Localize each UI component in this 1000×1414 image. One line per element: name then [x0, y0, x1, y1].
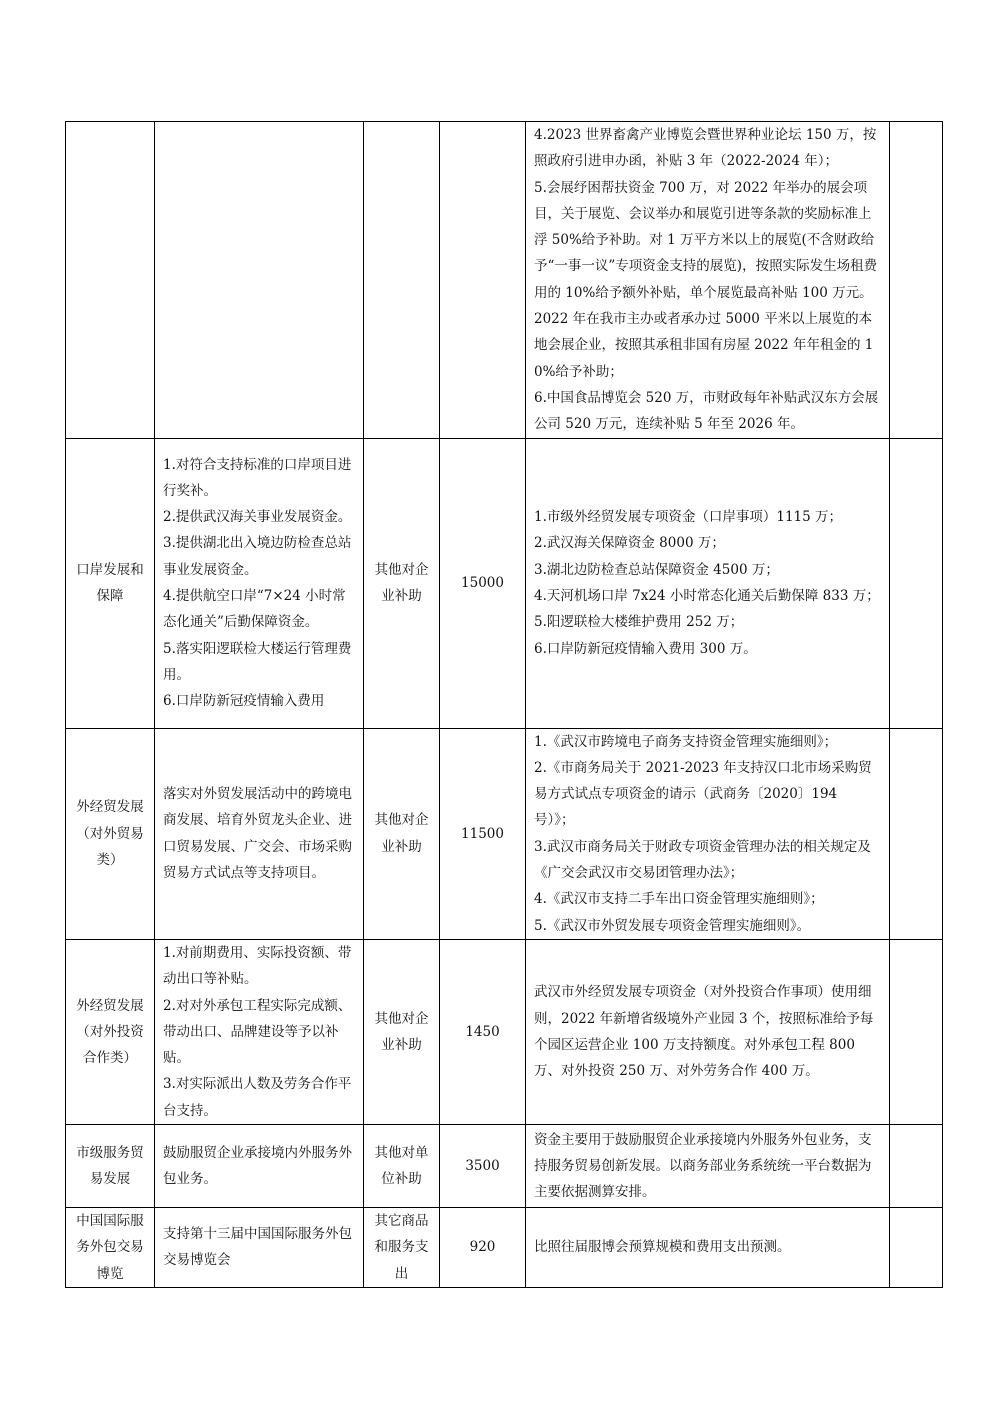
basis-item: 4.天河机场口岸 7x24 小时常态化通关后勤保障 833 万；	[534, 588, 880, 605]
remark-cell	[890, 939, 943, 1124]
content-item: 鼓励服贸企业承接境内外服务外包业务。	[163, 1144, 352, 1188]
basis-item: 3.湖北边防检查总站保障资金 4500 万；	[534, 561, 779, 578]
content-item: 1.对符合支持标准的口岸项目进行奖补。	[163, 456, 352, 499]
expense-type-cell: 其他对企业补助	[364, 438, 440, 728]
project-name-cell: 中国国际服务外包交易博览	[66, 1208, 155, 1288]
content-item: 支持第十三届中国国际服务外包交易博览会	[163, 1226, 352, 1269]
basis-item: 2.《市商务局关于 2021-2023 年支持汉口北市场采购贸易方式试点专项资金的请示（武商务〔2020〕194 号）》；	[534, 759, 872, 829]
basis-item: 1.《武汉市跨境电子商务支持资金管理实施细则》；	[534, 733, 838, 750]
basis-item: 资金主要用于鼓励服贸企业承接境内外服务外包业务，支持服务贸易创新发展。以商务部业务系统统一平台数据为主要依据测算安排。	[534, 1131, 872, 1201]
expense-type-cell: 其他对单位补助	[364, 1125, 440, 1208]
amount-cell: 3500	[440, 1125, 526, 1208]
basis-item: 5.阳逻联检大楼维护费用 252 万；	[534, 614, 744, 631]
basis-item: 武汉市外经贸发展专项资金（对外投资合作事项）使用细则，2022 年新增省级境外产业园 3 个，按照标准给予每个园区运营企业 100 万支持额度。对外承包工程 800 万、对外投资 250 万、对外劳务合作 400 万。	[534, 984, 874, 1080]
basis-item: 比照往届服博会预算规模和费用支出预测。	[534, 1239, 791, 1256]
remark-cell	[890, 438, 943, 728]
basis-item: 2.武汉海关保障资金 8000 万；	[534, 535, 725, 552]
table-row-service-trade	[66, 1125, 943, 1208]
basis-cell	[526, 939, 890, 1124]
basis-cell	[526, 1208, 890, 1288]
content-item: 6.口岸防新冠疫情输入费用	[163, 693, 325, 710]
project-content-cell	[155, 122, 364, 439]
table-row-foreign-investment	[66, 939, 943, 1124]
project-content-cell	[155, 939, 364, 1124]
table-row-outsourcing-expo	[66, 1208, 943, 1288]
basis-item: 6.口岸防新冠疫情输入费用 300 万。	[534, 640, 757, 657]
content-item: 1.对前期费用、实际投资额、带动出口等补贴。	[163, 944, 352, 988]
project-name-cell	[66, 122, 155, 439]
expense-type-cell: 其他对企业补助	[364, 728, 440, 939]
budget-table	[65, 121, 943, 1288]
project-content-cell	[155, 438, 364, 728]
project-name-cell: 口岸发展和保障	[66, 438, 155, 728]
content-item: 3.提供湖北出入境边防检查总站事业发展资金。	[163, 535, 352, 578]
content-item: 2.提供武汉海关事业发展资金。	[163, 509, 352, 526]
basis-item: 4.2023 世界畜禽产业博览会暨世界种业论坛 150 万，按照政府引进申办函，补贴 3 年（2022-2024 年）；	[534, 127, 877, 170]
project-name-cell: 外经贸发展（对外贸易类）	[66, 728, 155, 939]
table-row-exhibition-cont	[66, 122, 943, 439]
basis-item: 6.中国食品博览会 520 万，市财政每年补贴武汉东方会展公司 520 万元，连续补贴 5 年至 2026 年。	[534, 389, 879, 433]
project-name-cell: 市级服务贸易发展	[66, 1125, 155, 1208]
remark-cell	[890, 1208, 943, 1288]
content-item: 5.落实阳逻联检大楼运行管理费用。	[163, 640, 352, 683]
basis-item: 1.市级外经贸发展专项资金（口岸事项）1115 万；	[534, 509, 843, 526]
table-row-port	[66, 438, 943, 728]
amount-cell: 11500	[440, 728, 526, 939]
remark-cell	[890, 1125, 943, 1208]
basis-item: 5.会展纾困帮扶资金 700 万，对 2022 年举办的展会项目，关于展览、会议举办和展览引进等条款的奖励标准上浮 50%给予补助。对 1 万平方米以上的展览(不含财政给予“一事一议”专项资金支持的展览)，按照实际发生场租费用的 10%给予额外补贴，单个展览最高补贴 100 万元。2022 年在我市主办或者承办过 5000 平米以上展览的本地会展企业，按照其承租非国有房屋 2022 年年租金的 10%给予补助；	[534, 179, 878, 380]
project-content-cell	[155, 728, 364, 939]
basis-item: 5.《武汉市外贸发展专项资金管理实施细则》。	[534, 917, 811, 934]
expense-type-cell: 其它商品和服务支出	[364, 1208, 440, 1288]
content-item: 3.对实际派出人数及劳务合作平台支持。	[163, 1076, 352, 1119]
basis-cell	[526, 438, 890, 728]
basis-item: 4.《武汉市支持二手车出口资金管理实施细则》；	[534, 891, 824, 908]
remark-cell	[890, 728, 943, 939]
amount-cell	[440, 122, 526, 439]
project-name-cell: 外经贸发展（对外投资合作类）	[66, 939, 155, 1124]
expense-type-cell: 其他对企业补助	[364, 939, 440, 1124]
project-content-cell	[155, 1125, 364, 1208]
remark-cell	[890, 122, 943, 439]
content-item: 落实对外贸发展活动中的跨境电商发展、培育外贸龙头企业、进口贸易发展、广交会、市场采购贸易方式试点等支持项目。	[163, 786, 352, 882]
table-row-foreign-trade	[66, 728, 943, 939]
basis-item: 3.武汉市商务局关于财政专项资金管理办法的相关规定及《广交会武汉市交易团管理办法》；	[534, 838, 871, 882]
project-content-cell	[155, 1208, 364, 1288]
amount-cell: 1450	[440, 939, 526, 1124]
content-item: 2.对对外承包工程实际完成额、带动出口、品牌建设等予以补贴。	[163, 997, 352, 1067]
basis-cell	[526, 728, 890, 939]
basis-cell	[526, 1125, 890, 1208]
amount-cell: 15000	[440, 438, 526, 728]
expense-type-cell	[364, 122, 440, 439]
amount-cell: 920	[440, 1208, 526, 1288]
basis-cell	[526, 122, 890, 439]
content-item: 4.提供航空口岸“7×24 小时常态化通关”后勤保障资金。	[163, 588, 346, 631]
